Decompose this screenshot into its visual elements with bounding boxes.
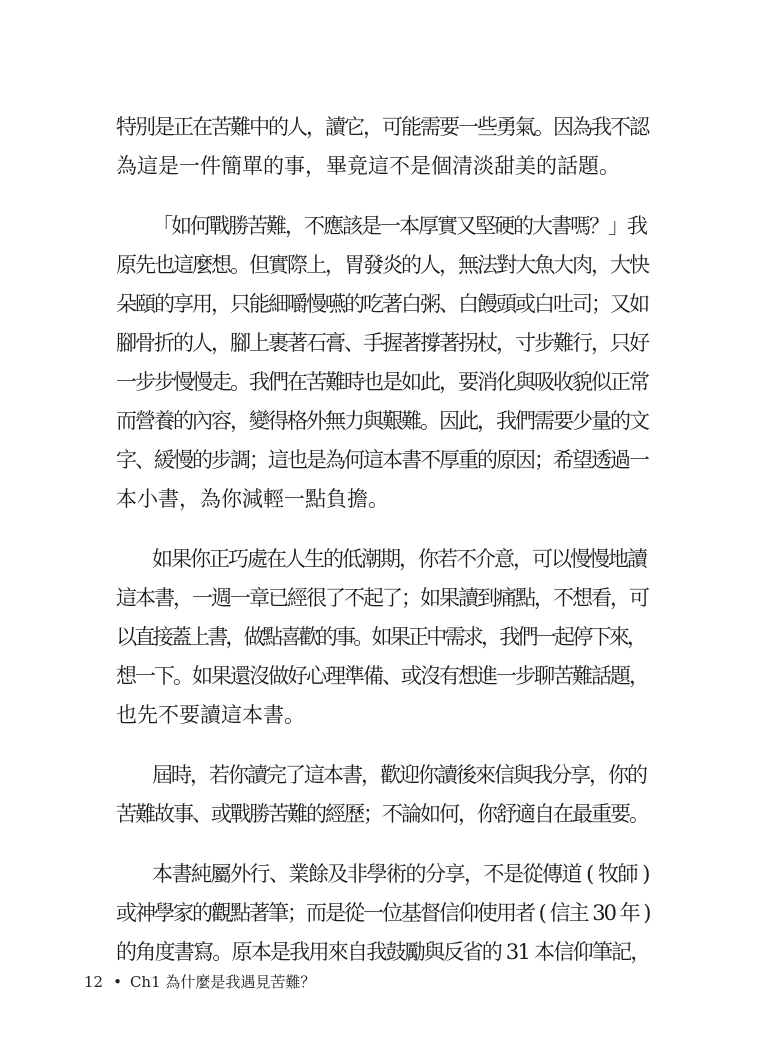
text-line: 苦難故事、或戰勝苦難的經歷；不論如何，你舒適自在最重要。: [116, 802, 648, 826]
text-line: 或神學家的觀點著筆；而是從一位基督信仰使用者 ( 信主 30 年 ): [116, 901, 650, 925]
page-footer: [84, 972, 315, 992]
body-text: [116, 108, 652, 972]
text-line: 本書純屬外行、業餘及非學術的分享，不是從傳道 ( 牧師 ): [152, 862, 649, 886]
text-line: 以直接蓋上書，做點喜歡的事。如果正中需求，我們一起停下來，: [116, 625, 646, 649]
text-line: 想一下。如果還沒做好心理準備、或沒有想進一步聊苦難話題，: [116, 664, 648, 688]
text-line: 而營養的內容，變得格外無力與艱難。因此，我們需要少量的文: [116, 409, 648, 433]
text-line: 腳骨折的人，腳上裹著石膏、手握著撐著拐杖，寸步難行，只好: [116, 331, 648, 355]
text-line: 的角度書寫。原本是我用來自我鼓勵與反省的 31 本信仰筆記，: [116, 940, 650, 964]
text-line: 特別是正在苦難中的人，讀它，可能需要一些勇氣。因為我不認: [116, 115, 648, 139]
chapter-title: Ch1 為什麼是我遇見苦難？: [129, 973, 316, 991]
text-line: 本小書，為你減輕一點負擔。: [116, 487, 389, 511]
text-line: 這本書，一週一章已經很了不起了；如果讀到痛點，不想看，可: [116, 586, 648, 610]
bullet-separator: •: [113, 973, 122, 991]
text-line: 朵頤的享用，只能細嚼慢嚥的吃著白粥、白饅頭或白吐司；又如: [116, 292, 648, 316]
paragraph-1: [116, 108, 652, 186]
text-line: 如果你正巧處在人生的低潮期，你若不介意，可以慢慢地讀: [152, 547, 646, 571]
paragraph-4: [116, 756, 652, 834]
text-line: 「如何戰勝苦難，不應該是一本厚實又堅硬的大書嗎？」我: [152, 214, 646, 238]
page-number: 12: [84, 973, 104, 991]
text-line: 字、緩慢的步調；這也是為何這本書不厚重的原因；希望透過一: [116, 448, 648, 472]
paragraph-2: [116, 207, 652, 519]
paragraph-5: [116, 855, 652, 972]
text-line: 原先也這麼想。但實際上，胃發炎的人，無法對大魚大肉，大快: [116, 253, 648, 277]
paragraph-3: [116, 540, 652, 735]
text-line: 為這是一件簡單的事，畢竟這不是個清淡甜美的話題。: [116, 154, 620, 178]
text-line: 也先不要讀這本書。: [116, 703, 305, 727]
text-line: 屆時，若你讀完了這本書，歡迎你讀後來信與我分享，你的: [152, 763, 646, 787]
text-line: 一步步慢慢走。我們在苦難時也是如此，要消化與吸收貌似正常: [116, 370, 648, 394]
